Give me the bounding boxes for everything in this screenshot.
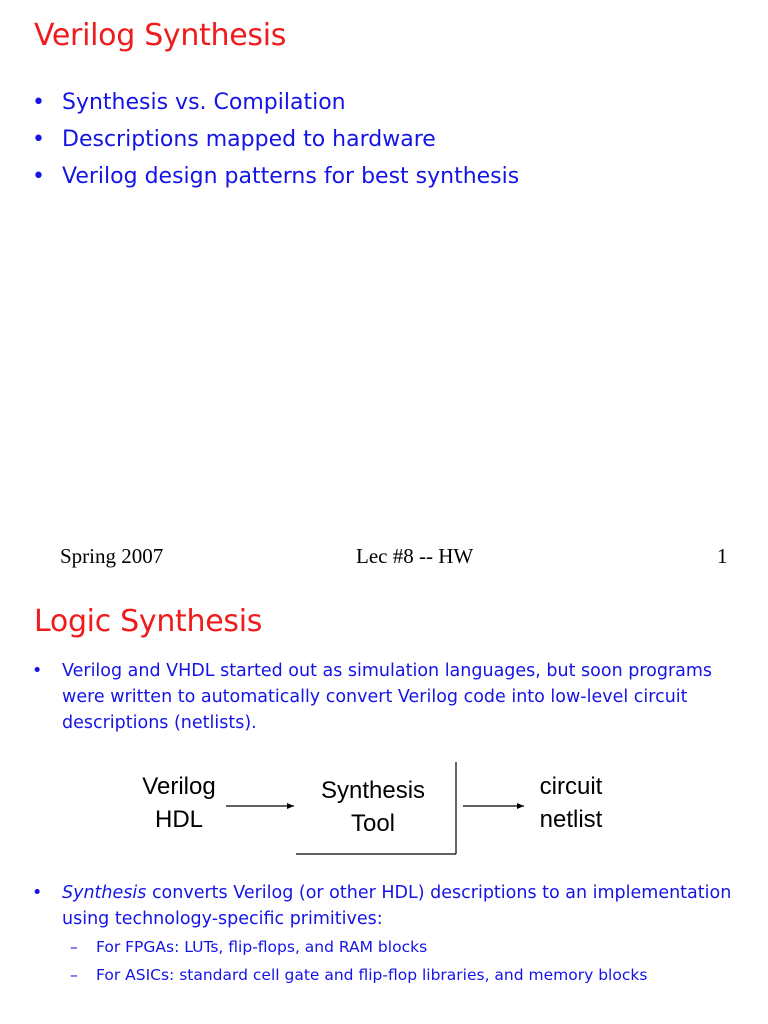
bullet-item [32,84,519,121]
bullet-text: Verilog and VHDL started out as simulation languages, but soon programs were written to automatically convert Verilog code into low-level circuit descriptions (netlists). [62,661,713,733]
sub-bullet-text: For FPGAs: LUTs, flip-flops, and RAM blocks [96,938,428,956]
footer-date: Spring 2007 [60,544,164,568]
bullet-item [32,158,520,195]
slide-2 [0,590,768,1024]
bullet-dot-icon: • [32,127,45,152]
sub-bullet-item [70,964,736,986]
output-line-1: circuit [539,773,603,800]
bullet-dot-icon: • [32,90,45,115]
dash-icon: – [70,966,78,984]
bullet-dot-icon: • [32,164,45,189]
bullet-dot-icon: • [32,883,43,903]
bullet-list [32,84,520,195]
dash-icon: – [70,938,78,956]
output-line-2: netlist [539,806,603,833]
sub-bullet-item [70,936,736,958]
input-line-2: HDL [154,806,203,833]
bullet-item [32,658,742,736]
slide-title: Logic Synthesis [34,604,263,639]
bullet-item [32,121,519,158]
sub-bullet-text: For ASICs: standard cell gate and flip-flop libraries, and memory blocks [96,966,648,984]
footer-page-number: 1 [717,544,728,568]
tool-line-2: Tool [350,810,396,837]
bullet-text: Synthesis vs. Compilation [62,90,346,115]
slide-title: Verilog Synthesis [34,18,287,53]
bullet-rest: converts Verilog (or other HDL) descriptions to an implementation using technology-specific primitives: [62,883,732,929]
bullet-dot-icon: • [32,661,43,681]
bullet-item [32,880,742,932]
bullet-text: Verilog design patterns for best synthesis [62,164,520,189]
synthesis-diagram [0,750,768,860]
bullet-term: Synthesis [62,883,147,903]
diagram-tool-label [298,774,448,840]
diagram-input-label [120,770,238,836]
diagram-output-label [512,770,630,836]
bullet-text: Descriptions mapped to hardware [62,127,436,152]
tool-line-1: Synthesis [320,777,426,804]
input-line-1: Verilog [142,773,216,800]
footer-lecture: Lec #8 -- HW [356,544,474,568]
sub-bullet-list [70,936,736,992]
bullet-text [62,883,731,929]
